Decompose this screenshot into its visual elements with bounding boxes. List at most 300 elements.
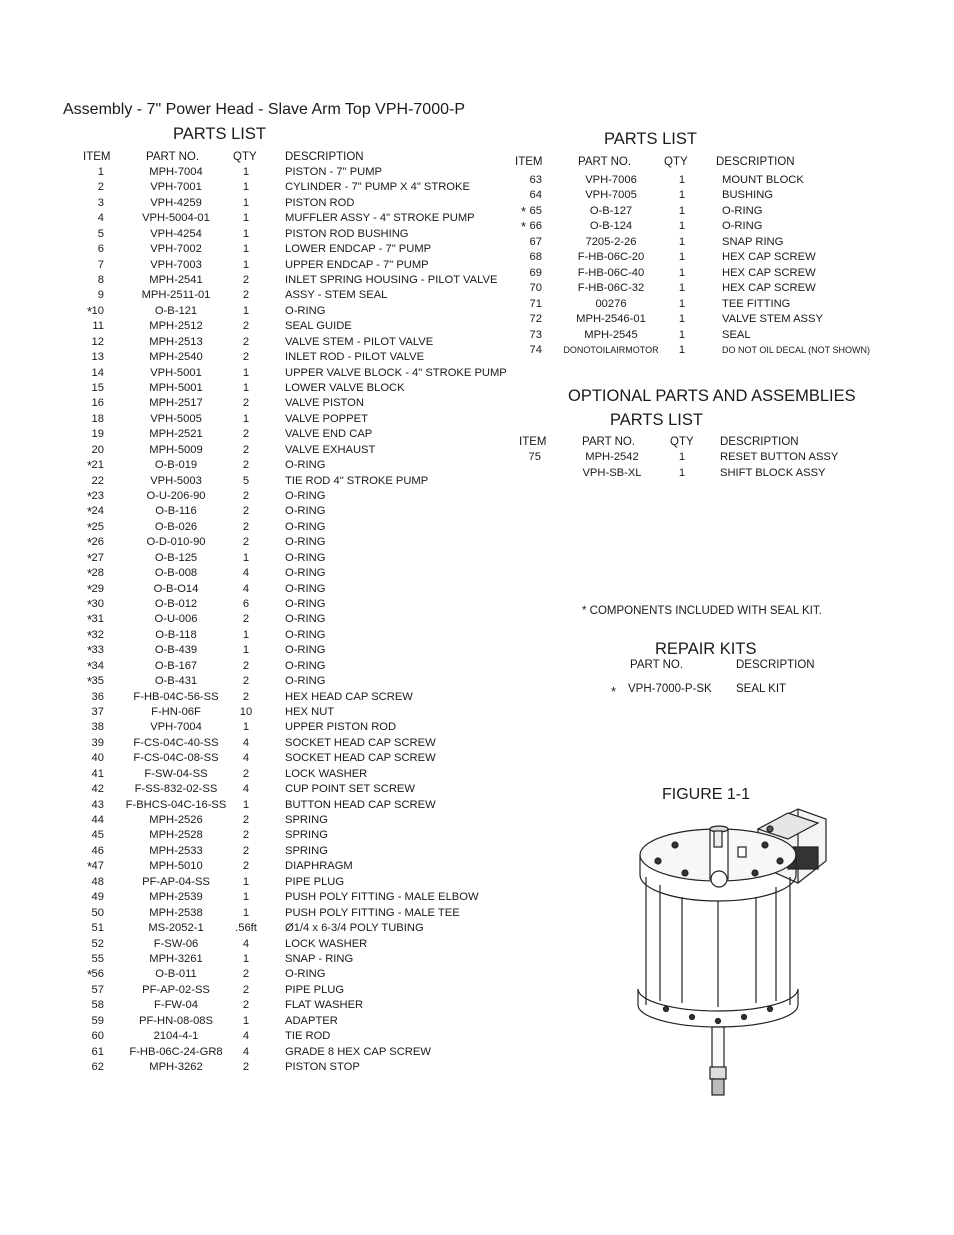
part-number: VPH-7002 <box>150 243 202 256</box>
item-number: 16 <box>91 397 104 410</box>
quantity: 1 <box>242 412 250 425</box>
figure-label: FIGURE 1-1 <box>662 786 751 803</box>
item-number: 46 <box>91 844 104 857</box>
seal-kit-star: * <box>86 535 92 551</box>
item-number: 24 <box>91 505 104 518</box>
description: O-RING <box>285 598 326 611</box>
item-number: 10 <box>91 304 104 317</box>
table-row <box>0 998 540 1013</box>
table-row <box>0 489 540 504</box>
table-row <box>0 1014 540 1029</box>
item-number: 41 <box>91 767 104 780</box>
quantity: 4 <box>242 937 250 950</box>
description: HEX CAP SCREW <box>722 282 816 295</box>
power-head-drawing <box>630 805 840 1105</box>
table-row <box>0 628 540 643</box>
part-number: MPH-5009 <box>149 443 203 456</box>
description: HEX CAP SCREW <box>722 266 816 279</box>
part-number: O-B-012 <box>154 598 198 611</box>
item-number: 3 <box>97 196 104 209</box>
quantity: 1 <box>678 189 686 202</box>
item-number: 74 <box>529 343 542 356</box>
item-number: 38 <box>91 721 104 734</box>
part-number: MPH-2526 <box>149 814 203 827</box>
part-number: MPH-2545 <box>584 328 638 341</box>
repair-col-part: PART NO. <box>630 659 684 671</box>
quantity: 4 <box>242 752 250 765</box>
part-number: O-U-006 <box>154 613 198 626</box>
part-number: O-B-118 <box>155 628 197 641</box>
description: VALVE STEM ASSY <box>722 313 823 326</box>
table-row <box>0 612 540 627</box>
quantity: 2 <box>242 274 250 286</box>
description: PISTON STOP <box>285 1060 360 1073</box>
seal-kit-star: * <box>86 674 92 690</box>
description: SOCKET HEAD CAP SCREW <box>285 736 436 749</box>
description: FLAT WASHER <box>285 999 364 1012</box>
item-number: 62 <box>91 1060 104 1073</box>
part-number: 00276 <box>595 297 627 310</box>
seal-kit-note: * COMPONENTS INCLUDED WITH SEAL KIT. <box>582 605 822 617</box>
item-number: 37 <box>91 706 104 719</box>
item-number: 19 <box>91 428 104 441</box>
description: LOWER ENDCAP - 7" PUMP <box>285 243 432 256</box>
description: SEAL <box>722 328 751 341</box>
item-number: 49 <box>91 891 104 904</box>
description: PUSH POLY FITTING - MALE ELBOW <box>285 891 479 904</box>
description: SNAP - RING <box>285 952 354 965</box>
part-number: VPH-7001 <box>150 181 202 194</box>
seal-kit-star: * <box>86 859 92 875</box>
description: VALVE POPPET <box>285 412 368 425</box>
part-number: O-B-019 <box>154 459 198 472</box>
item-number: 6 <box>97 243 104 256</box>
item-number: 47 <box>91 860 104 873</box>
part-number: F-HB-06C-20 <box>577 251 645 264</box>
description: MUFFLER ASSY - 4" STROKE PUMP <box>285 212 475 225</box>
table-row <box>0 366 540 381</box>
description: O-RING <box>722 204 763 217</box>
quantity: 4 <box>242 783 250 796</box>
part-number: F-SW-06 <box>153 937 199 950</box>
table-row <box>0 396 540 411</box>
description: PISTON ROD <box>285 196 355 209</box>
quantity: 2 <box>242 844 250 857</box>
seal-kit-star: * <box>86 489 92 505</box>
table-row <box>0 266 900 281</box>
description: O-RING <box>285 567 326 580</box>
description: RESET BUTTON ASSY <box>720 451 839 463</box>
table-row <box>0 1045 540 1060</box>
description: O-RING <box>285 644 326 657</box>
left-parts-list-heading: PARTS LIST <box>173 125 266 143</box>
item-number: 26 <box>91 536 104 549</box>
description: SNAP RING <box>722 235 784 248</box>
description: LOCK WASHER <box>285 937 368 950</box>
description: TEE FITTING <box>722 297 791 310</box>
part-number: F-FW-04 <box>154 999 198 1012</box>
item-number: 57 <box>91 983 104 996</box>
item-number: 30 <box>91 598 104 611</box>
part-number: F-HB-06C-40 <box>577 266 645 279</box>
quantity: 1 <box>242 551 250 564</box>
table-row <box>0 551 540 566</box>
table-row <box>0 381 540 396</box>
quantity: 1 <box>678 466 686 479</box>
table-row <box>0 875 540 890</box>
description: BUTTON HEAD CAP SCREW <box>285 798 436 811</box>
table-row <box>0 690 540 705</box>
table-row <box>0 659 540 674</box>
part-number: O-B-439 <box>154 644 198 657</box>
item-number: 60 <box>91 1030 104 1043</box>
table-row <box>0 1029 540 1044</box>
quantity: 10 <box>239 706 253 719</box>
seal-kit-star: * <box>86 597 92 613</box>
quantity: 1 <box>242 258 250 271</box>
table-row <box>0 798 540 813</box>
description: SOCKET HEAD CAP SCREW <box>285 752 436 765</box>
item-number: 39 <box>91 736 104 749</box>
optional-heading: OPTIONAL PARTS AND ASSEMBLIES <box>568 387 856 405</box>
part-number: VPH-5004-01 <box>142 212 210 225</box>
quantity: 1 <box>242 1014 250 1027</box>
item-number: 68 <box>529 251 542 264</box>
description: O-RING <box>285 505 326 518</box>
table-row <box>0 597 540 612</box>
table-row <box>0 427 540 442</box>
item-number: 65 <box>529 204 542 217</box>
part-number: MPH-7004 <box>149 166 203 178</box>
quantity: 1 <box>678 204 686 217</box>
description: HEX HEAD CAP SCREW <box>285 690 413 703</box>
description: CYLINDER - 7" PUMP X 4" STROKE <box>285 181 470 194</box>
quantity: 2 <box>242 443 250 456</box>
quantity: 1 <box>678 174 686 186</box>
quantity: 1 <box>678 282 686 295</box>
table-row <box>0 813 540 828</box>
table-row <box>0 188 900 203</box>
quantity: 1 <box>242 798 250 811</box>
part-number: MPH-2517 <box>149 397 203 410</box>
description: ADAPTER <box>285 1014 338 1027</box>
quantity: 2 <box>242 490 250 503</box>
description: PISTON ROD BUSHING <box>285 227 409 240</box>
part-number: PF-AP-04-SS <box>142 875 210 888</box>
quantity: 2 <box>242 659 250 672</box>
part-number: 2104-4-1 <box>153 1030 199 1043</box>
part-number: MPH-2542 <box>585 451 639 463</box>
quantity: 1 <box>242 212 250 225</box>
left-col-desc: DESCRIPTION <box>285 151 364 163</box>
description: INLET ROD - PILOT VALVE <box>285 351 425 364</box>
quantity: 1 <box>678 220 686 233</box>
part-number: VPH-7006 <box>585 174 637 186</box>
quantity: 1 <box>242 644 250 657</box>
item-number: 52 <box>91 937 104 950</box>
table-row <box>0 720 540 735</box>
item-number: 67 <box>529 235 542 248</box>
quantity: 2 <box>242 613 250 626</box>
table-row <box>0 890 540 905</box>
quantity: 2 <box>242 690 250 703</box>
item-number: 27 <box>91 551 104 564</box>
item-number: 55 <box>91 952 104 965</box>
table-row <box>0 235 900 250</box>
part-number: O-B-026 <box>154 520 198 533</box>
part-number: O-B-121 <box>154 304 198 317</box>
table-row <box>0 844 540 859</box>
description: O-RING <box>285 628 326 641</box>
quantity: 1 <box>678 266 686 279</box>
description: CUP POINT SET SCREW <box>285 783 415 796</box>
quantity: 1 <box>242 891 250 904</box>
item-number: 13 <box>91 351 104 364</box>
quantity: 1 <box>242 628 250 641</box>
description: VALVE EXHAUST <box>285 443 376 456</box>
right-col-item: ITEM <box>515 156 543 168</box>
item-number: 11 <box>92 320 104 333</box>
opt-col-item: ITEM <box>519 436 547 448</box>
description: LOCK WASHER <box>285 767 368 780</box>
quantity: 2 <box>242 351 250 364</box>
item-number: 29 <box>91 582 104 595</box>
quantity: 2 <box>242 675 250 688</box>
seal-kit-star: * <box>86 643 92 659</box>
description: Ø1/4 x 6-3/4 POLY TUBING <box>285 922 424 935</box>
part-number: F-SS-832-02-SS <box>134 783 218 796</box>
part-number: MPH-2546-01 <box>576 313 646 326</box>
item-number: 51 <box>91 922 104 935</box>
seal-kit-star: * <box>86 550 92 566</box>
part-number: MPH-2512 <box>149 320 203 333</box>
item-number: 34 <box>91 659 104 672</box>
description: VALVE PISTON <box>285 397 364 410</box>
item-number: 71 <box>529 297 542 310</box>
item-number: 8 <box>97 274 104 286</box>
item-number: 32 <box>91 628 104 641</box>
seal-kit-star: * <box>86 627 92 643</box>
quantity: 2 <box>242 814 250 827</box>
document-title: Assembly - 7" Power Head - Slave Arm Top VPH-7000-P <box>63 101 465 118</box>
left-col-item: ITEM <box>83 151 111 163</box>
quantity: 2 <box>242 983 250 996</box>
table-row <box>0 937 540 952</box>
table-row <box>0 173 900 188</box>
quantity: 2 <box>242 289 250 302</box>
description: SPRING <box>285 814 328 827</box>
item-number: 23 <box>91 490 104 503</box>
item-number: 18 <box>91 412 104 425</box>
quantity: 1 <box>242 227 250 240</box>
part-number: F-HN-06F <box>151 706 201 719</box>
table-row <box>0 504 540 519</box>
description: PUSH POLY FITTING - MALE TEE <box>285 906 460 919</box>
description: O-RING <box>285 536 326 549</box>
quantity: 2 <box>242 459 250 472</box>
left-col-qty: QTY <box>233 151 257 163</box>
item-number: 70 <box>529 282 542 295</box>
table-row <box>0 535 540 550</box>
part-number: MPH-2539 <box>149 891 203 904</box>
quantity: 1 <box>242 166 250 178</box>
item-number: 36 <box>91 690 104 703</box>
quantity: 4 <box>242 1030 250 1043</box>
part-number: VPH-7003 <box>150 258 202 271</box>
table-row <box>0 250 900 265</box>
part-number: O-B-125 <box>154 551 198 564</box>
description: UPPER ENDCAP - 7" PUMP <box>285 258 429 271</box>
opt-col-part: PART NO. <box>582 436 636 448</box>
item-number: 15 <box>91 382 104 395</box>
item-number: 31 <box>91 613 104 626</box>
table-row <box>0 767 540 782</box>
seal-kit-star: * <box>86 581 92 597</box>
description: O-RING <box>285 582 326 595</box>
item-number: 58 <box>91 999 104 1012</box>
seal-kit-star: * <box>520 219 526 235</box>
table-row <box>0 281 900 296</box>
table-row <box>0 412 540 427</box>
description: HEX CAP SCREW <box>722 251 816 264</box>
description: BUSHING <box>722 189 773 202</box>
part-number: VPH-5005 <box>150 412 202 425</box>
description: O-RING <box>285 675 326 688</box>
description: DO NOT OIL DECAL (NOT SHOWN) <box>722 344 871 355</box>
part-number: MPH-5010 <box>149 860 203 873</box>
quantity: 1 <box>242 382 250 395</box>
part-number: O-B-008 <box>154 567 198 580</box>
part-number: MPH-2540 <box>149 351 203 364</box>
repair-kit-description: SEAL KIT <box>736 683 787 695</box>
item-number: 45 <box>91 829 104 842</box>
seal-kit-star: * <box>86 458 92 474</box>
quantity: 4 <box>242 736 250 749</box>
description: VALVE END CAP <box>285 428 373 441</box>
item-number: 4 <box>97 212 104 225</box>
part-number: MPH-3261 <box>149 952 203 965</box>
part-number: O-B-124 <box>589 220 633 233</box>
item-number: 43 <box>91 798 104 811</box>
item-number: 21 <box>91 459 104 472</box>
quantity: 1 <box>678 343 686 356</box>
item-number: 56 <box>91 968 104 981</box>
item-number: 72 <box>529 313 542 326</box>
item-number: 20 <box>91 443 104 456</box>
quantity: 1 <box>678 251 686 264</box>
seal-kit-star: * <box>86 967 92 983</box>
quantity: .56ft <box>235 922 257 935</box>
table-row <box>0 204 900 219</box>
part-number: MPH-2538 <box>149 906 203 919</box>
item-number: 35 <box>91 675 104 688</box>
quantity: 2 <box>242 536 250 549</box>
item-number: 40 <box>91 752 104 765</box>
table-row <box>0 906 540 921</box>
quantity: 1 <box>678 313 686 326</box>
seal-kit-star: * <box>86 519 92 535</box>
description: O-RING <box>285 968 326 981</box>
seal-kit-star: * <box>520 203 526 219</box>
quantity: 1 <box>242 875 250 888</box>
quantity: 4 <box>242 1045 250 1058</box>
item-number: 50 <box>91 906 104 919</box>
part-number: MPH-5001 <box>149 382 203 395</box>
description: SHIFT BLOCK ASSY <box>720 466 826 479</box>
part-number: F-SW-04-SS <box>144 767 208 780</box>
repair-kits-heading: REPAIR KITS <box>655 640 757 658</box>
quantity: 2 <box>242 428 250 441</box>
part-number: DONOTOILAIRMOTOR <box>563 344 659 355</box>
quantity: 1 <box>242 366 250 379</box>
quantity: 2 <box>242 320 250 333</box>
part-number: F-HB-04C-56-SS <box>133 690 219 703</box>
right-col-qty: QTY <box>664 156 688 168</box>
quantity: 2 <box>242 1060 250 1073</box>
table-row <box>0 1060 540 1075</box>
quantity: 4 <box>242 582 250 595</box>
quantity: 2 <box>242 860 250 873</box>
table-row <box>0 705 540 720</box>
item-number: 42 <box>91 783 104 796</box>
opt-col-desc: DESCRIPTION <box>720 436 799 448</box>
description: TIE ROD 4" STROKE PUMP <box>285 474 429 487</box>
item-number: 73 <box>529 328 542 341</box>
part-number: MPH-2528 <box>149 829 203 842</box>
item-number: 28 <box>91 567 104 580</box>
part-number: MPH-2511-01 <box>141 289 211 302</box>
part-number: VPH-5003 <box>150 474 202 487</box>
part-number: O-U-206-90 <box>146 490 206 503</box>
quantity: 2 <box>242 829 250 842</box>
part-number: O-B-127 <box>589 204 633 217</box>
quantity: 1 <box>678 235 686 248</box>
description: TIE ROD <box>285 1030 331 1043</box>
item-number: 9 <box>97 289 104 302</box>
table-row <box>0 983 540 998</box>
quantity: 2 <box>242 397 250 410</box>
description: O-RING <box>285 459 326 472</box>
repair-kit-part: VPH-7000-P-SK <box>628 683 712 695</box>
part-number: F-CS-04C-40-SS <box>133 736 219 749</box>
right-col-part: PART NO. <box>578 156 632 168</box>
description: PIPE PLUG <box>285 983 345 996</box>
table-row <box>0 450 900 465</box>
item-number: 59 <box>91 1014 104 1027</box>
part-number: MPH-2533 <box>149 844 203 857</box>
quantity: 1 <box>242 181 250 194</box>
part-number: MPH-2541 <box>149 274 203 286</box>
quantity: 1 <box>242 304 250 317</box>
table-row <box>0 828 540 843</box>
quantity: 2 <box>242 335 250 348</box>
item-number: 5 <box>97 227 104 240</box>
description: O-RING <box>285 520 326 533</box>
seal-kit-star: * <box>86 504 92 520</box>
repair-kit-star: * <box>611 684 617 699</box>
description: DIAPHRAGM <box>285 860 353 873</box>
description: SPRING <box>285 829 328 842</box>
item-number: 61 <box>91 1045 104 1058</box>
quantity: 2 <box>242 999 250 1012</box>
part-number: MPH-2521 <box>149 428 203 441</box>
part-number: VPH-7005 <box>585 189 637 202</box>
item-number: 1 <box>97 166 104 178</box>
description: LOWER VALVE BLOCK <box>285 382 405 395</box>
table-row <box>0 219 900 234</box>
item-number: 63 <box>529 174 542 186</box>
quantity: 1 <box>678 297 686 310</box>
